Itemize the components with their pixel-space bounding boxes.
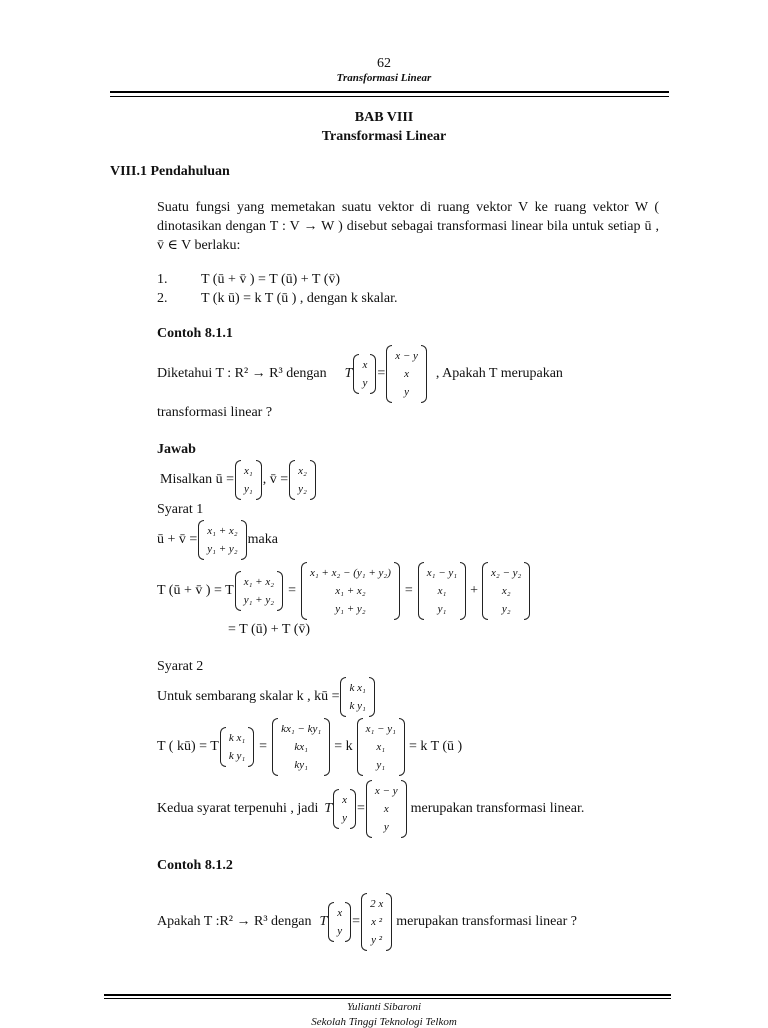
vector-entry: x xyxy=(383,803,389,815)
vector-entry: y xyxy=(404,386,410,398)
equals-sign: = xyxy=(259,739,268,754)
scalar-line xyxy=(157,677,376,717)
sum-lead: ū + v̄ = xyxy=(157,532,198,547)
vector-entry: x₁ + x₂ xyxy=(243,576,275,588)
vector-entry: kx₁ xyxy=(294,741,308,753)
scalar-lead: Untuk sembarang skalar k , kū = xyxy=(157,689,340,704)
then-text: maka xyxy=(247,532,278,547)
vector-entry: x xyxy=(404,368,410,380)
sum-vector xyxy=(198,520,246,560)
output-vector xyxy=(366,780,407,838)
chapter-label: BAB VIII xyxy=(354,110,414,125)
vector-entry: y₁ xyxy=(437,603,447,615)
vector-entry: y xyxy=(342,812,348,824)
output-vector xyxy=(386,345,427,403)
vector-entry: x₁ − y₁ xyxy=(426,567,458,579)
transformed-ku-vector xyxy=(272,718,330,776)
vector-entry: k y₁ xyxy=(228,750,246,762)
conclusion-tail: merupakan transformasi linear. xyxy=(410,801,585,816)
vector-entry: ky₁ xyxy=(294,759,308,771)
vector-entry: x₁ + x₂ xyxy=(207,525,238,537)
vector-entry: x₂ xyxy=(501,585,511,597)
example-1-title: Contoh 8.1.1 xyxy=(157,326,233,341)
vector-entry: x − y xyxy=(374,785,398,797)
equals-sign: = xyxy=(377,366,386,381)
running-title: Transformasi Linear xyxy=(336,72,432,84)
vector-entry: y₁ xyxy=(376,759,386,771)
sum-vector xyxy=(235,571,283,611)
ku-vector xyxy=(340,677,374,717)
split-vector-2 xyxy=(482,562,530,620)
vector-entry: y ² xyxy=(371,934,383,946)
vector-entry: y xyxy=(337,925,343,937)
vector-entry: x₁ + x₂ xyxy=(335,585,366,597)
vector-entry: x₁ xyxy=(376,741,386,753)
sum-result: = T (ū) + T (v̄) xyxy=(228,622,311,637)
split-vector-1 xyxy=(418,562,466,620)
plus-sign: + xyxy=(470,583,479,598)
transform-scalar-lead: T ( kū) = T xyxy=(157,739,219,754)
conclusion-lead: Kedua syarat terpenuhi , jadi xyxy=(157,801,319,816)
vector-entry: x xyxy=(362,359,368,371)
let-text: Misalkan ū = xyxy=(160,472,234,487)
vector-entry: y xyxy=(362,377,368,389)
equals-sign: = xyxy=(352,914,361,929)
vector-entry: x ² xyxy=(371,916,383,928)
vector-entry: y₂ xyxy=(298,483,307,495)
v-text: , v̄ = xyxy=(262,472,289,487)
property-2-number: 2. xyxy=(157,291,168,306)
property-1-number: 1. xyxy=(157,272,168,287)
vector-entry: x₁ − y₁ xyxy=(365,723,396,735)
vector-entry: y₁ + y₂ xyxy=(335,603,366,615)
footer-rule xyxy=(104,994,671,999)
transformed-sum-vector xyxy=(301,562,400,620)
equals-k: = k xyxy=(334,739,353,754)
sum-line xyxy=(157,520,278,560)
vector-entry: y₁ + y₂ xyxy=(243,594,275,606)
k-factored-vector xyxy=(357,718,405,776)
vector-entry: x₂ xyxy=(298,465,307,477)
ku-vector xyxy=(220,727,254,767)
v-vector xyxy=(289,460,316,500)
intro-paragraph: Suatu fungsi yang memetakan suatu vektor di ruang vektor V ke ruang vektor W ( dinotasikan dengan T : V → W ) disebut sebagai transformasi linear bila untuk setiap ū , v̄ ∈ V berlaku: xyxy=(157,200,659,253)
header-rule xyxy=(110,91,669,97)
property-1-text: T (ū + v̄ ) = T (ū) + T (v̄) xyxy=(201,272,341,287)
transform-T: T xyxy=(324,801,333,816)
footer-institution: Sekolah Tinggi Teknologi Telkom xyxy=(311,1016,457,1028)
equals-sign: = xyxy=(404,583,413,598)
property-1 xyxy=(157,272,340,288)
vector-entry: k x₁ xyxy=(349,682,366,694)
equals-sign: = xyxy=(288,583,296,598)
let-vectors xyxy=(160,460,317,500)
input-vector xyxy=(333,789,356,829)
conclusion-line xyxy=(157,781,584,837)
example-1-question xyxy=(157,343,563,405)
equals-sign: = xyxy=(357,801,365,816)
property-2-text: T (k ū) = k T (ū ) , dengan k skalar. xyxy=(201,291,398,306)
vector-entry: y₁ xyxy=(244,483,253,495)
transform-sum-line xyxy=(157,562,531,620)
vector-entry: x₁ xyxy=(437,585,447,597)
transform-T: T xyxy=(319,914,328,929)
example-2-lead: Apakah T :R² → R³ dengan xyxy=(157,914,312,929)
vector-entry: k x₁ xyxy=(228,732,246,744)
example-2-title: Contoh 8.1.2 xyxy=(157,858,233,873)
vector-entry: y₁ + y₂ xyxy=(207,543,238,555)
u-vector xyxy=(235,460,262,500)
example-1-question-end: transformasi linear ? xyxy=(157,405,273,420)
chapter-title: Transformasi Linear xyxy=(321,129,447,144)
example-1-lead: Diketahui T : R² → R³ dengan xyxy=(157,366,327,381)
vector-entry: k y₁ xyxy=(349,700,366,712)
transform-T: T xyxy=(344,366,353,381)
footer-author: Yulianti Sibaroni xyxy=(346,1001,422,1013)
example-2-tail: merupakan transformasi linear ? xyxy=(396,914,577,929)
property-2 xyxy=(157,291,397,307)
vector-entry: x₁ xyxy=(244,465,253,477)
example-1-tail: , Apakah T merupakan xyxy=(435,366,563,381)
condition-2-label: Syarat 2 xyxy=(157,659,204,674)
vector-entry: x − y xyxy=(395,350,418,362)
condition-1-label: Syarat 1 xyxy=(157,502,204,517)
vector-entry: y xyxy=(383,821,389,833)
answer-heading: Jawab xyxy=(157,442,196,457)
scalar-result: = k T (ū ) xyxy=(408,739,463,754)
vector-entry: x₂ − y₂ xyxy=(491,567,522,579)
input-vector xyxy=(328,902,351,942)
page-number: 62 xyxy=(377,56,391,71)
input-vector xyxy=(353,354,376,394)
example-2-question xyxy=(157,893,577,951)
vector-entry: x xyxy=(337,907,343,919)
transform-scalar-line xyxy=(157,718,462,776)
vector-entry: x₁ + x₂ − (y₁ + y₂) xyxy=(309,567,391,579)
section-title: VIII.1 Pendahuluan xyxy=(110,164,230,179)
transform-sum-lead: T (ū + v̄ ) = T xyxy=(157,583,234,598)
output-vector xyxy=(361,893,392,951)
vector-entry: y₂ xyxy=(501,603,511,615)
vector-entry: x xyxy=(342,794,348,806)
vector-entry: 2 x xyxy=(370,898,384,910)
vector-entry: kx₁ − ky₁ xyxy=(281,723,322,735)
